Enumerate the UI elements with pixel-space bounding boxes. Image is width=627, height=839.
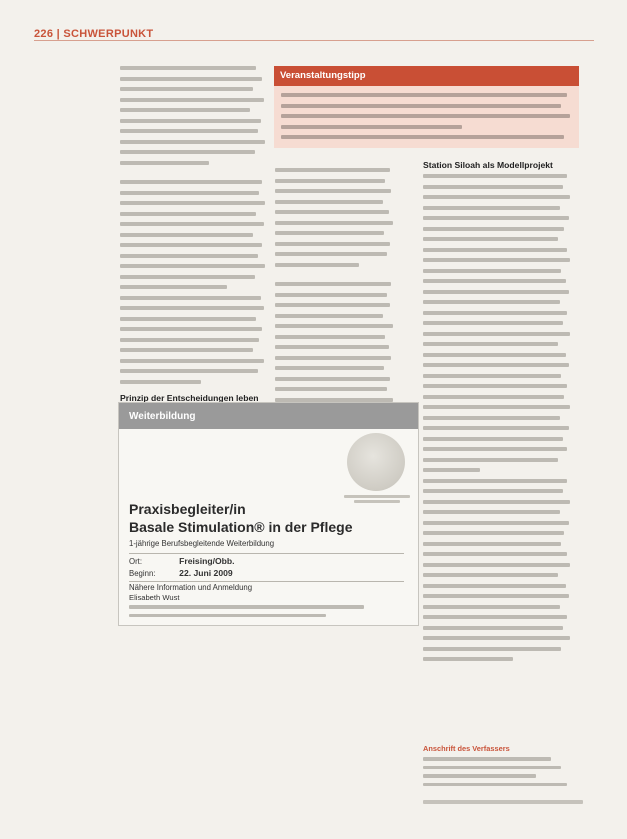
training-advertisement <box>118 402 419 626</box>
ad-start-value: 22. Juni 2009 <box>179 568 233 578</box>
basale-stimulation-logo-icon <box>347 433 405 491</box>
ad-title-line1: Praxisbegleiter/in <box>129 501 246 517</box>
ad-start-label: Beginn: <box>129 569 156 578</box>
ad-organisation: Elisabeth Wust <box>129 593 180 602</box>
ad-rule <box>129 553 404 554</box>
ad-contact-lines <box>129 605 369 622</box>
ad-row-location <box>129 556 235 566</box>
ad-row-start <box>129 568 233 578</box>
ad-subtitle: 1-jährige Berufsbegleitende Weiterbildung <box>129 539 275 548</box>
page-number: 226 <box>34 28 54 40</box>
ad-header-bar <box>119 403 418 429</box>
author-heading: Anschrift des Verfassers <box>423 744 510 753</box>
author-address <box>423 744 573 791</box>
event-tip-body <box>274 86 579 148</box>
section-title: SCHWERPUNKT <box>63 28 154 40</box>
subhead-col3: Station Siloah als Modellprojekt <box>423 160 553 170</box>
event-tip-title-bar <box>274 66 579 86</box>
ad-location-label: Ort: <box>129 557 142 566</box>
subhead-col1: Prinzip der Entscheidungen leben <box>120 392 259 403</box>
ad-rule <box>129 581 404 582</box>
ad-location-value: Freising/Obb. <box>179 556 235 566</box>
event-tip-box <box>274 66 579 148</box>
ad-category: Weiterbildung <box>129 411 196 422</box>
event-tip-title: Veranstaltungstipp <box>280 70 366 81</box>
header-separator: | <box>56 28 61 40</box>
page-header <box>34 24 594 46</box>
ad-title-line2: Basale Stimulation® in der Pflege <box>129 519 353 535</box>
header-rule <box>34 40 594 41</box>
page-footer <box>423 800 583 810</box>
ad-title <box>129 500 399 536</box>
text-column-3 <box>423 158 573 668</box>
ad-info-label: Nähere Information und Anmeldung <box>129 583 253 592</box>
